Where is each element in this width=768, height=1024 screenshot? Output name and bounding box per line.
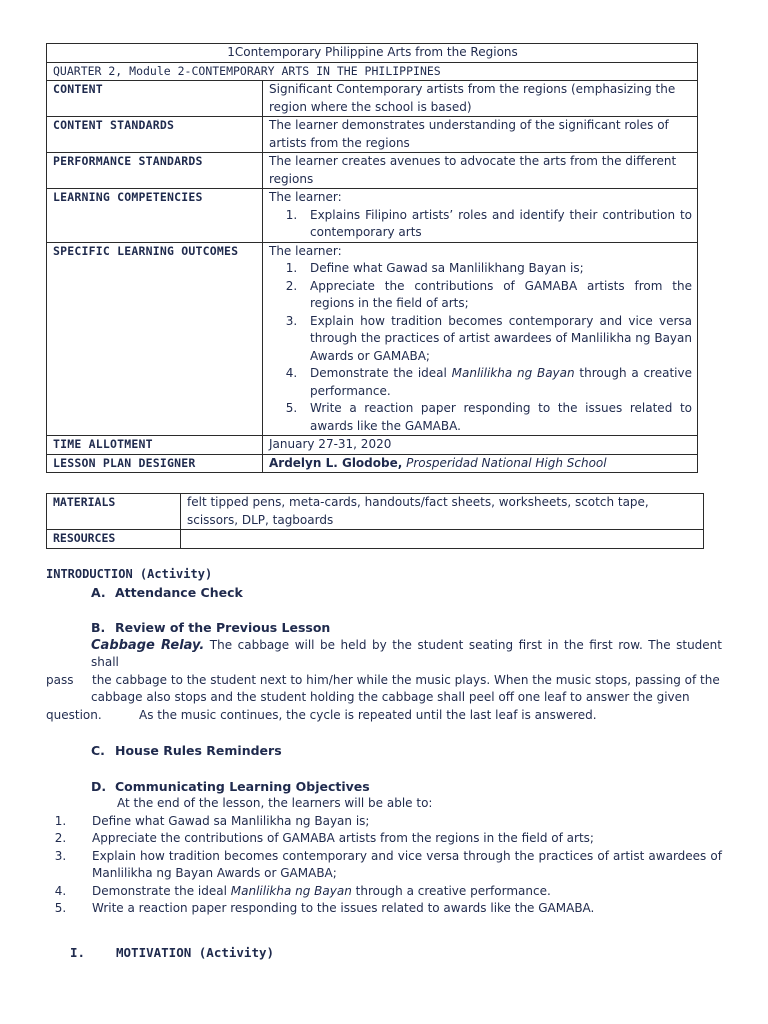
outcomes-intro: The learner: — [269, 243, 342, 258]
content-standards-value: The learner demonstrates understanding of the significant roles of artists from the regions — [263, 117, 698, 153]
lesson-plan-table — [46, 43, 698, 473]
competency-item: 1. Explains Filipino artists’ roles and identify their contribution to contemporary arts — [301, 207, 692, 242]
performance-standards-value: The learner creates avenues to advocate the arts from the different regions — [263, 153, 698, 189]
outcome-item: 1. Define what Gawad sa Manlilikhang Bayan is; — [301, 260, 692, 278]
designer-name: Ardelyn L. Glodobe, — [269, 455, 403, 470]
designer-value — [263, 454, 698, 473]
content-value: Significant Contemporary artists from the regions (emphasizing the region where the school is based) — [263, 81, 698, 117]
resources-value — [181, 530, 704, 549]
outcomes-list — [269, 260, 692, 435]
cabbage-relay-paragraph: Cabbage Relay. The cabbage will be held by the student seating first in the first row. The student shall — [91, 637, 722, 669]
review-heading: B. Review of the Previous Lesson — [91, 620, 331, 635]
objectives-list — [46, 813, 722, 918]
objectives-heading: D. Communicating Learning Objectives — [91, 778, 370, 794]
content-standards-label: CONTENT STANDARDS — [47, 117, 263, 153]
objective-item: 5. Write a reaction paper responding to the issues related to awards like the GAMABA. — [70, 900, 722, 918]
competencies-list — [269, 207, 692, 242]
objective-item: 3. Explain how tradition becomes contemporary and vice versa through the practices of artist awardees of Manlilikha ng Bayan Awards or GAMABA; — [70, 848, 722, 883]
resources-label: RESOURCES — [47, 530, 181, 549]
plan-title: 1Contemporary Philippine Arts from the Regions — [47, 44, 698, 63]
objectives-intro: At the end of the lesson, the learners will be able to: — [117, 796, 433, 810]
quarter-module: QUARTER 2, Module 2-CONTEMPORARY ARTS IN THE PHILIPPINES — [47, 62, 698, 81]
objective-item: 4. Demonstrate the ideal Manlilikha ng Bayan through a creative performance. — [70, 883, 722, 901]
outcome-item: 5. Write a reaction paper responding to the issues related to awards like the GAMABA. — [301, 400, 692, 435]
introduction-heading: INTRODUCTION (Activity) — [46, 567, 213, 581]
house-rules-heading: C. House Rules Reminders — [91, 743, 282, 758]
time-allotment-value: January 27-31, 2020 — [263, 436, 698, 455]
learning-outcomes-value — [263, 242, 698, 436]
cabbage-relay-line3: cabbage also stops and the student holding the cabbage shall peel off one leaf to answer the given — [91, 690, 690, 704]
outcome-item: 2. Appreciate the contributions of GAMABA artists from the regions in the field of arts; — [301, 278, 692, 313]
cabbage-relay-title: Cabbage Relay. — [91, 637, 205, 653]
learning-competencies-label: LEARNING COMPETENCIES — [47, 189, 263, 243]
materials-label: MATERIALS — [47, 494, 181, 530]
learning-competencies-value — [263, 189, 698, 243]
materials-table — [46, 493, 704, 549]
materials-value: felt tipped pens, meta-cards, handouts/fact sheets, worksheets, scotch tape, scissors, DLP, tagboards — [181, 494, 704, 530]
designer-label: LESSON PLAN DESIGNER — [47, 454, 263, 473]
designer-school: Prosperidad National High School — [402, 455, 607, 470]
competencies-intro: The learner: — [269, 190, 342, 204]
outcome-item: 3. Explain how tradition becomes contemporary and vice versa through the practices of artist awardees of Manlilikha ng Bayan Awards or GAMABA; — [301, 313, 692, 366]
outcome-item: 4. Demonstrate the ideal Manlilikha ng Bayan through a creative performance. — [301, 365, 692, 400]
time-allotment-label: TIME ALLOTMENT — [47, 436, 263, 455]
motivation-heading: I. MOTIVATION (Activity) — [70, 944, 275, 960]
performance-standards-label: PERFORMANCE STANDARDS — [47, 153, 263, 189]
cabbage-relay-line4: question. As the music continues, the cycle is repeated until the last leaf is answered. — [46, 707, 597, 722]
lesson-body — [46, 566, 722, 961]
learning-outcomes-label: SPECIFIC LEARNING OUTCOMES — [47, 242, 263, 436]
objective-item: 2. Appreciate the contributions of GAMABA artists from the regions in the field of arts; — [70, 830, 722, 848]
cabbage-relay-line2: pass the cabbage to the student next to him/her while the music plays. When the music stops, passing of the — [46, 672, 720, 687]
objective-item: 1. Define what Gawad sa Manlilikha ng Bayan is; — [70, 813, 722, 831]
content-label: CONTENT — [47, 81, 263, 117]
attendance-heading: A. Attendance Check — [91, 584, 243, 600]
